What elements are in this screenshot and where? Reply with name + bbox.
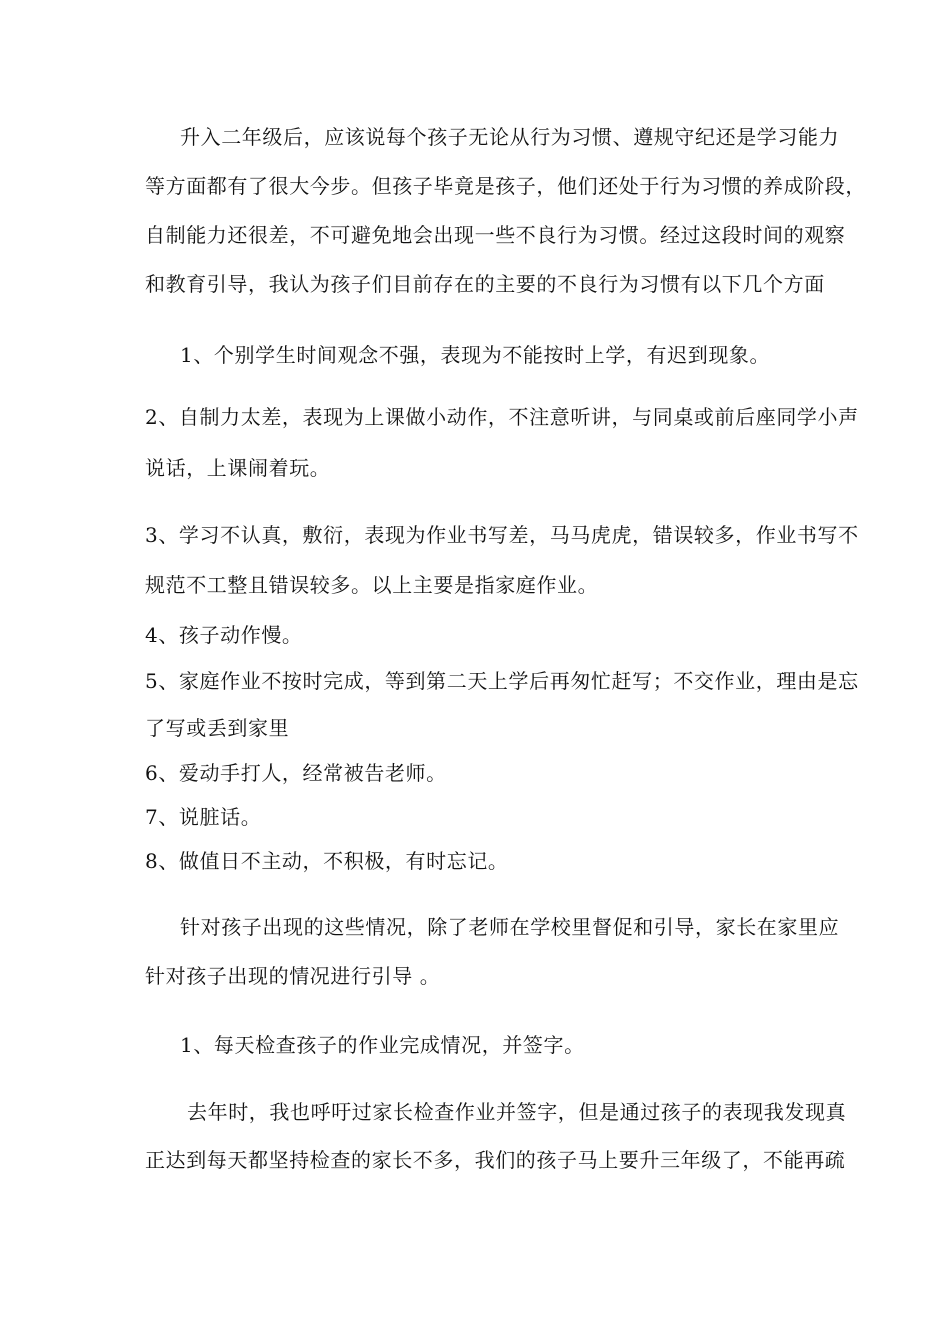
list-item: 1、个别学生时间观念不强，表现为不能按时上学，有迟到现象。 [180,343,771,367]
text-line: 升入二年级后，应该说每个孩子无论从行为习惯、遵规守纪还是学习能力 [180,125,840,149]
text-line: 等方面都有了很大今步。但孩子毕竟是孩子，他们还处于行为习惯的养成阶段， [145,174,866,198]
text-line: 针对孩子出现的这些情况，除了老师在学校里督促和引导，家长在家里应 [180,915,840,939]
list-item: 6、爱动手打人，经常被告老师。 [145,761,447,785]
text-line: 5、家庭作业不按时完成，等到第二天上学后再匆忙赶写；不交作业，理由是忘 [145,669,859,693]
text-line: 针对孩子出现的情况进行引导 。 [145,964,441,988]
text-line: 了写或丢到家里 [145,716,290,740]
text-line: 3、学习不认真，敷衍，表现为作业书写差，马马虎虎，错误较多，作业书写不 [145,523,859,547]
text-line: 自制能力还很差，不可避免地会出现一些不良行为习惯。经过这段时间的观察 [145,223,846,247]
text-line: 规范不工整且错误较多。以上主要是指家庭作业。 [145,573,599,597]
list-item: 7、说脏话。 [145,805,262,829]
text-line: 2、自制力太差，表现为上课做小动作，不注意听讲，与同桌或前后座同学小声 [145,405,859,429]
text-line: 说话，上课闹着玩。 [145,456,331,480]
list-item: 4、孩子动作慢。 [145,623,303,647]
text-line: 和教育引导，我认为孩子们目前存在的主要的不良行为习惯有以下几个方面 [145,272,825,296]
text-line: 去年时，我也呼吁过家长检查作业并签字，但是通过孩子的表现我发现真 [187,1100,847,1124]
list-item: 1、每天检查孩子的作业完成情况，并签字。 [180,1033,585,1057]
list-item: 8、做值日不主动，不积极，有时忘记。 [145,849,509,873]
text-line: 正达到每天都坚持检查的家长不多，我们的孩子马上要升三年级了，不能再疏 [145,1148,846,1172]
